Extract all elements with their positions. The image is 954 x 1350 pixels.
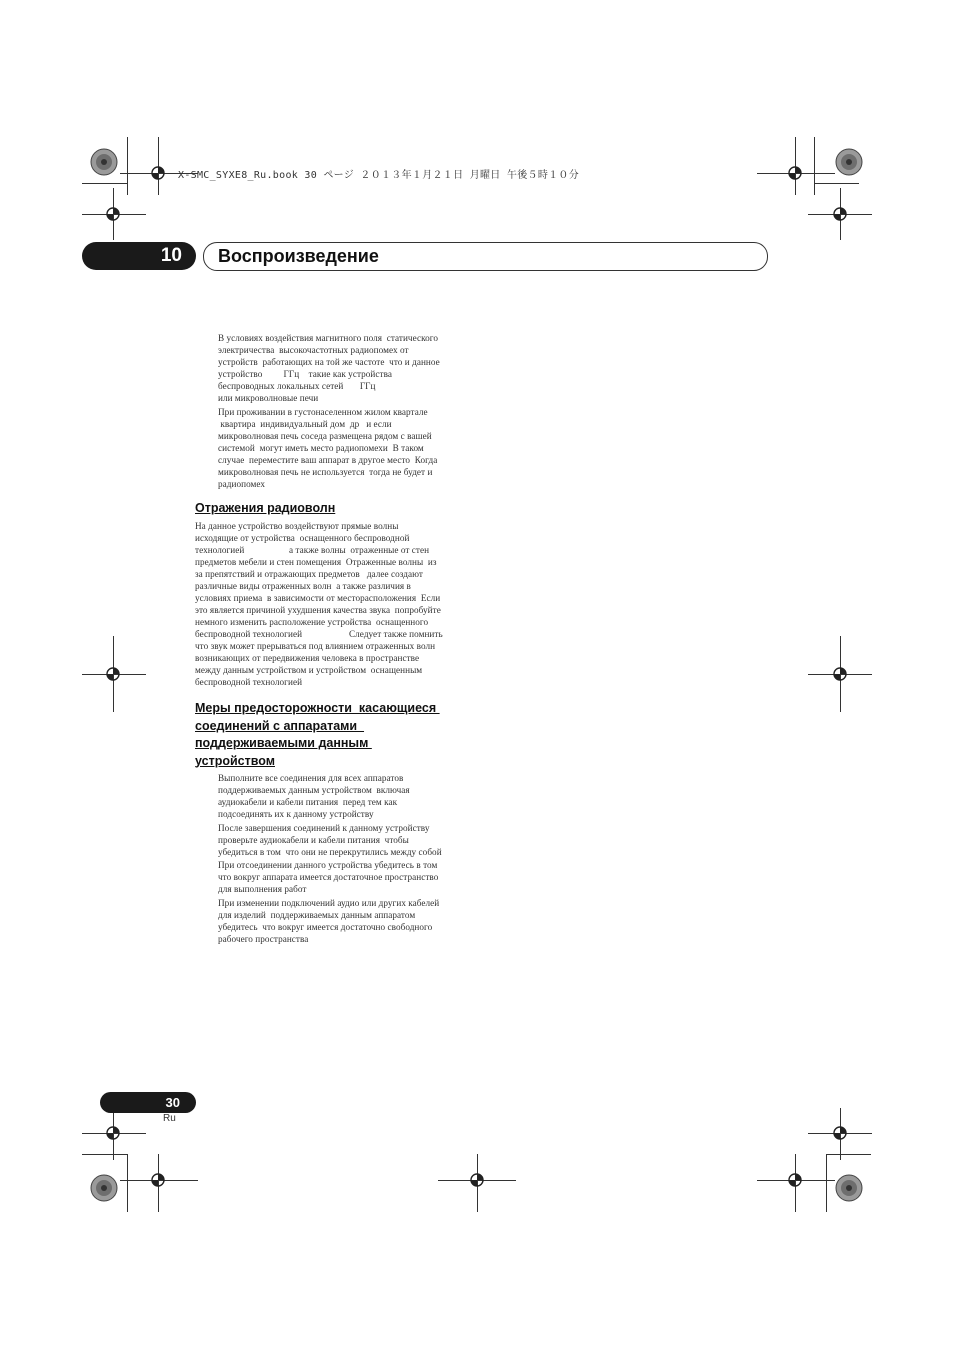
- registration-target-icon: [148, 1170, 168, 1190]
- chapter-number: 10: [160, 245, 182, 266]
- registration-target-icon: [103, 664, 123, 684]
- precaution-bullet-3: При отсоединении данного устройства убедитесь в том что вокруг аппарата имеется достаточное пространство для выполнения работ: [218, 860, 439, 894]
- registration-target-icon: [785, 1170, 805, 1190]
- intro-bullet-2: При проживании в густонаселенном жилом квартале квартира индивидуальный дом др и если микроволновая печь соседа размещена рядом с вашей системой могут иметь место радиопомехи В таком случае переместите ваш аппарат в другое место Когда микроволновая печь не используется тогда не будет и радиопомех: [218, 407, 438, 489]
- registration-target-icon: [103, 204, 123, 224]
- color-target-icon: [89, 147, 119, 177]
- section-body-reflections: На данное устройство воздействуют прямые волны исходящие от устройства оснащенного беспроводной технологией а также волны отраженные от стен предметов мебели и стен помещения Отраженные волны из за препятствий и отражающих предметов далее создают различные виды отраженных волн а также различия в условиях приема в зависимости от месторасположения Если это является причиной ухудшения качества звука попробуйте немного изменить расположение устройства оснащенного беспроводной технологией Следует также помнить что звук может прерываться под влиянием отраженных волн возникающих от передвижения человека в пространстве между данным устройством и устройством оснащенным беспроводной технологией: [195, 521, 443, 687]
- precaution-bullet-2: После завершения соединений к данному устройству проверьте аудиокабели и кабели питания чтобы убедиться в том что они не перекрутились между собой: [218, 823, 442, 857]
- precaution-bullet-4: При изменении подключений аудио или других кабелей для изделий поддерживаемых данным аппаратом убедитесь что вокруг имеется достаточно свободного рабочего пространства: [218, 898, 440, 944]
- registration-target-icon: [467, 1170, 487, 1190]
- color-target-icon: [834, 1173, 864, 1203]
- section-heading-reflections: Отражения радиоволн: [195, 501, 336, 515]
- registration-target-icon: [148, 163, 168, 183]
- registration-target-icon: [830, 664, 850, 684]
- page-number-badge: [100, 1092, 196, 1113]
- registration-target-icon: [785, 163, 805, 183]
- page-language: Ru: [163, 1113, 176, 1124]
- precaution-bullet-1: Выполните все соединения для всех аппаратов поддерживаемых данным устройством включая аудиокабели и кабели питания перед тем как подсоединять их к данному устройству: [218, 773, 410, 819]
- chapter-number-badge: [82, 242, 196, 270]
- chapter-title: Воспроизведение: [218, 246, 379, 266]
- section-heading-precautions: Меры предосторожности касающиеся соединений с аппаратами поддерживаемыми данным устройством: [195, 701, 440, 768]
- intro-bullet-1: В условиях воздействия магнитного поля статического электричества высокочастотных радиопомех от устройств работающих на той же частоте что и данное устройство ГГц такие как устройства беспроводных локальных сетей ГГц или микроволновые печи: [218, 333, 440, 403]
- page-number: 30: [165, 1095, 180, 1110]
- registration-target-icon: [103, 1123, 123, 1143]
- book-file-header: X-SMC_SYXE8_Ru.book 30 ページ ２０１３年１月２１日 月曜日 午後５時１０分: [178, 170, 580, 181]
- color-target-icon: [834, 147, 864, 177]
- registration-target-icon: [830, 204, 850, 224]
- chapter-title-bar: [203, 242, 768, 271]
- registration-target-icon: [830, 1123, 850, 1143]
- color-target-icon: [89, 1173, 119, 1203]
